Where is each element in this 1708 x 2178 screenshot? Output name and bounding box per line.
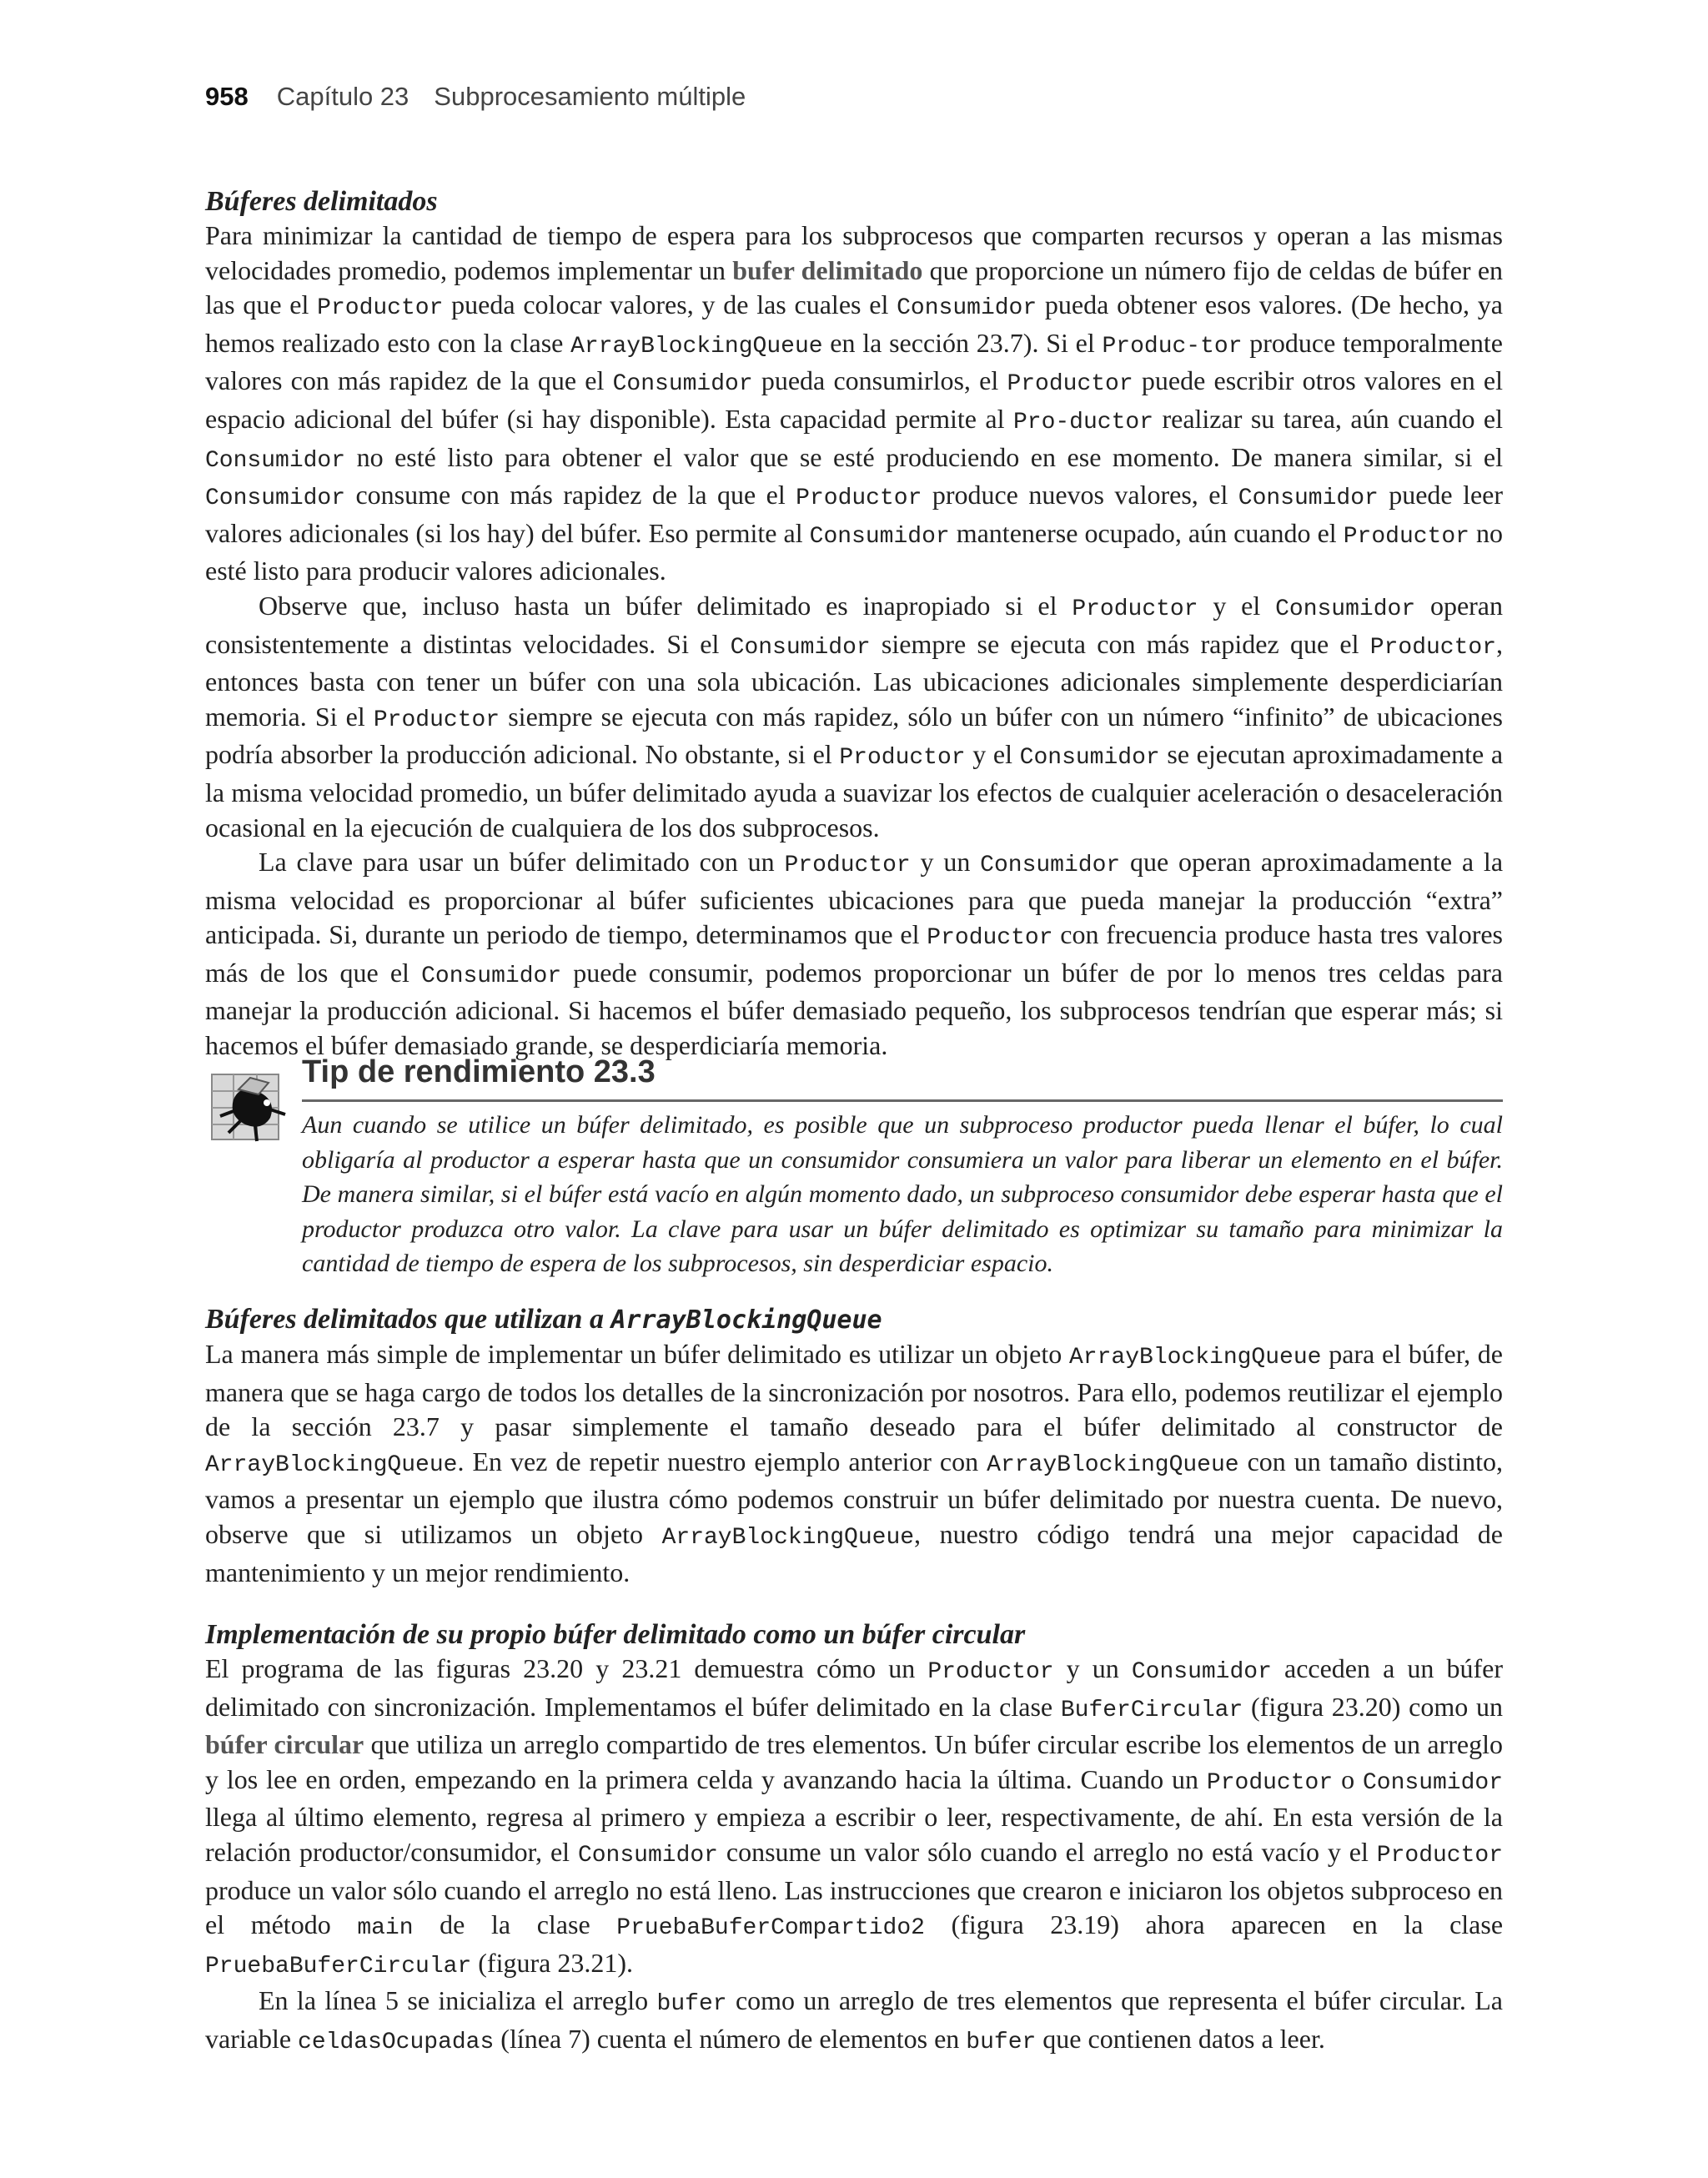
running-head (205, 82, 746, 112)
tip-divider (302, 1099, 1503, 1102)
page-number: 958 (205, 82, 249, 111)
tip-text: Aun cuando se utilice un búfer delimitado, es posible que un subproceso productor pueda llenar el búfer, lo cual obligaría al productor a esperar hasta que un consumidor consumiera un valor para liberar un elemento en el búfer. De manera similar, si el búfer está vacío en algún momento dado, un subproceso consumidor debe esperar hasta que el productor produzca otro valor. La clave para usar un búfer delimitado es optimizar su tamaño para minimizar la cantidad de tiempo de espera de los subprocesos, sin desperdiciar espacio. (302, 1111, 1503, 1278)
paragraph: Observe que, incluso hasta un búfer delimitado es inapropiado si el Productor y el Consumidor operan consistentemente a distintas velocidades. Si el Consumidor siempre se ejecuta con más rapidez que el Productor, entonces basta con tener un búfer con una sola ubicación. Las ubicaciones adicionales simplemente desperdiciarían memoria. Si el Productor siempre se ejecuta con más rapidez, sólo un búfer con un número “infinito” de ubicaciones podría absorber la producción adicional. No obstante, si el Productor y el Consumidor se ejecutan aproximadamente a la misma velocidad promedio, un búfer delimitado ayuda a suavizar los efectos de cualquier aceleración o desaceleración ocasional en la ejecución de cualquiera de los dos subprocesos. (205, 590, 1504, 843)
paragraph: En la línea 5 se inicializa el arreglo bufer como un arreglo de tres elementos que representa el búfer circular. La variable celdasOcupadas (línea 7) cuenta el número de elementos en bufer que contienen datos a leer. (205, 1985, 1504, 2055)
chapter-title: Subprocesamiento múltiple (434, 82, 746, 111)
section-heading: Búferes delimitados (205, 186, 438, 217)
performance-bug-icon (208, 1066, 289, 1146)
paragraph: La clave para usar un búfer delimitado con un Productor y un Consumidor que operan aproximadamente a la misma velocidad es proporcionar al búfer suficientes ubicaciones para que pueda manejar la producción “extra” anticipada. Si, durante un periodo de tiempo, determinamos que el Productor con frecuencia produce hasta tres valores más de los que el Consumidor puede consumir, podemos proporcionar un búfer de por lo menos tres celdas para manejar la producción adicional. Si hacemos el búfer demasiado pequeño, los subprocesos tendrían que esperar más; si hacemos el búfer demasiado grande, se desperdiciaría memoria. (205, 847, 1504, 1061)
chapter-label: Capítulo 23 (276, 82, 409, 111)
tip-title: Tip de rendimiento 23.3 (302, 1054, 656, 1089)
section-arrayblockingqueue (205, 1303, 1503, 1590)
key-term: bufer delimitado (732, 254, 923, 285)
section-bounded-buffers (205, 185, 1503, 1064)
paragraph: La manera más simple de implementar un búfer delimitado es utilizar un objeto ArrayBlockingQueue para el búfer, de manera que se haga cargo de todos los detalles de la sincronización por nosotros. Para ello, podemos reutilizar el ejemplo de la sección 23.7 y pasar simplemente el tamaño deseado para el búfer delimitado al constructor de ArrayBlockingQueue. En vez de repetir nuestro ejemplo anterior con ArrayBlockingQueue con un tamaño distinto, vamos a presentar un ejemplo que ilustra cómo podemos construir un búfer delimitado por nuestra cuenta. De nuevo, observe que si utilizamos un objeto ArrayBlockingQueue, nuestro código tendrá una mejor capacidad de mantenimiento y un mejor rendimiento. (205, 1339, 1504, 1587)
section-circular-buffer (205, 1618, 1503, 2060)
paragraph: Para minimizar la cantidad de tiempo de espera para los subprocesos que comparten recursos y operan a las mismas velocidades promedio, podemos implementar un bufer delimitado que proporcione un número fijo de celdas de búfer en las que el Productor pueda colocar valores, y de las cuales el Consumidor pueda obtener esos valores. (De hecho, ya hemos realizado esto con la clase ArrayBlockingQueue en la sección 23.7). Si el Produc-tor produce temporalmente valores con más rapidez de la que el Consumidor pueda consumirlos, el Productor puede escribir otros valores en el espacio adicional del búfer (si hay disponible). Esta capacidad permite al Pro-ductor realizar su tarea, aún cuando el Consumidor no esté listo para obtener el valor que se esté produciendo en ese momento. De manera similar, si el Consumidor consume con más rapidez de la que el Productor produce nuevos valores, el Consumidor puede leer valores adicionales (si los hay) del búfer. Eso permite al Consumidor mantenerse ocupado, aún cuando el Productor no esté listo para producir valores adicionales. (205, 220, 1504, 586)
paragraph: El programa de las figuras 23.20 y 23.21 demuestra cómo un Productor y un Consumidor acceden a un búfer delimitado con sincronización. Implementamos el búfer delimitado en la clase BuferCircular (figura 23.20) como un búfer circular que utiliza un arreglo compartido de tres elementos. Un búfer circular escribe los elementos de un arreglo y los lee en orden, empezando en la primera celda y avanzando hacia la última. Cuando un Productor o Consumidor llega al último elemento, regresa al primero y empieza a escribir o leer, respectivamente, de ahí. En esta versión de la relación productor/consumidor, el Consumidor consume un valor sólo cuando el arreglo no está vacío y el Productor produce un valor sólo cuando el arreglo no está lleno. Las instrucciones que crearon e iniciaron los objetos subproceso en el método main de la clase PruebaBuferCompartido2 (figura 23.19) ahora aparecen en la clase PruebaBuferCircular (figura 23.21). (205, 1653, 1504, 1979)
section-heading: Búferes delimitados que utilizan a ArrayBlockingQueue (205, 1304, 882, 1335)
key-term: búfer circular (205, 1729, 364, 1760)
section-heading: Implementación de su propio búfer delimitado como un búfer circular (205, 1619, 1026, 1650)
